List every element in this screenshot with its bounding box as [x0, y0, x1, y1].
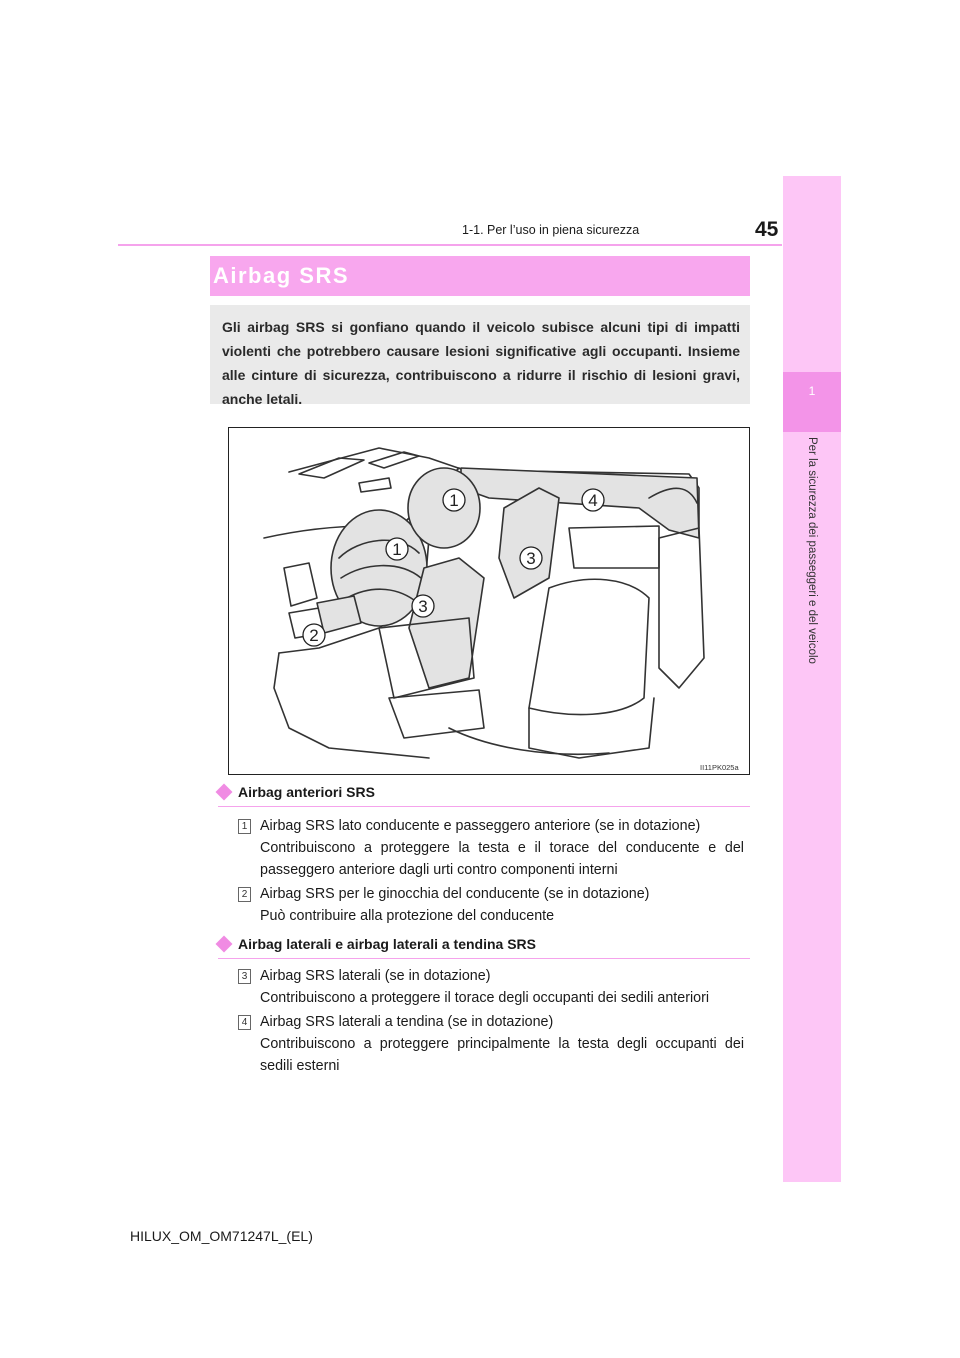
callout-1-passenger	[443, 489, 465, 511]
svg-text:3: 3	[526, 549, 536, 568]
car-interior-drawing	[229, 428, 751, 776]
knee-airbag	[317, 596, 361, 633]
item-title: Airbag SRS laterali (se in dotazione)	[260, 968, 491, 984]
item-number: 1	[238, 819, 251, 834]
subsection-rule	[218, 958, 750, 959]
subsection-heading-text: Airbag anteriori SRS	[238, 784, 375, 800]
svg-text:1: 1	[449, 491, 459, 510]
chapter-number: 1	[808, 384, 816, 398]
callout-4-curtain	[582, 489, 604, 511]
intro-text: Gli airbag SRS si gonfiano quando il veicolo subisce alcuni tipi di impatti violenti che potrebbero causare lesioni significative agli occupanti. Insieme alle cinture di sicurezza, contribuiscono a ridurre il rischio di lesioni gravi, anche letali.	[222, 319, 740, 407]
header-rule	[118, 244, 782, 246]
sun-visor-left	[299, 458, 364, 478]
diamond-bullet-icon	[216, 784, 233, 801]
airbag-illustration	[228, 427, 750, 775]
subsection-heading-text: Airbag laterali e airbag laterali a tendina SRS	[238, 936, 536, 952]
passenger-airbag	[408, 468, 480, 548]
item-description: Può contribuire alla protezione del conducente	[260, 908, 555, 924]
subsection-heading-front	[218, 784, 375, 800]
passenger-seat	[499, 488, 559, 598]
sun-visor-right	[369, 452, 419, 468]
callout-3-passenger-side	[520, 547, 542, 569]
item-description: Contribuiscono a proteggere il torace degli occupanti dei sedili anteriori	[260, 990, 710, 1006]
rear-mirror	[359, 478, 391, 492]
subsection-heading-side	[218, 936, 536, 952]
chapter-title: Per la sicurezza dei passeggeri e del veicolo	[806, 437, 818, 664]
item-description: Contribuiscono a proteggere principalmente la testa degli occupanti dei sedili esterni	[260, 1036, 744, 1074]
section-title: 1-1. Per l’uso in piena sicurezza	[462, 223, 640, 237]
subsection-rule	[218, 806, 750, 807]
page-number: 45	[755, 218, 779, 241]
item-number: 3	[238, 969, 251, 984]
item-description: Contribuiscono a proteggere la testa e il torace del conducente e del passeggero anteriore dagli urti contro componenti interni	[260, 840, 744, 878]
svg-text:1: 1	[392, 540, 402, 559]
svg-text:3: 3	[418, 597, 428, 616]
document-code: HILUX_OM_OM71247L_(EL)	[130, 1228, 313, 1244]
chapter-side-tab	[783, 176, 841, 1182]
item-title: Airbag SRS lato conducente e passeggero anteriore (se in dotazione)	[260, 818, 701, 834]
callout-1-driver	[386, 538, 408, 560]
rear-seat	[529, 579, 649, 714]
diamond-bullet-icon	[216, 936, 233, 953]
chapter-marker	[783, 372, 841, 432]
item-number: 2	[238, 887, 251, 902]
item-number: 4	[238, 1015, 251, 1030]
callout-2-knee	[303, 624, 325, 646]
illustration-code: II11PK025a	[700, 763, 739, 772]
callout-3-driver-side	[412, 595, 434, 617]
page-title: Airbag SRS	[213, 263, 350, 288]
item-title: Airbag SRS per le ginocchia del conducente (se in dotazione)	[260, 886, 650, 902]
item-title: Airbag SRS laterali a tendina (se in dotazione)	[260, 1014, 554, 1030]
svg-text:2: 2	[309, 626, 319, 645]
svg-text:4: 4	[588, 491, 598, 510]
